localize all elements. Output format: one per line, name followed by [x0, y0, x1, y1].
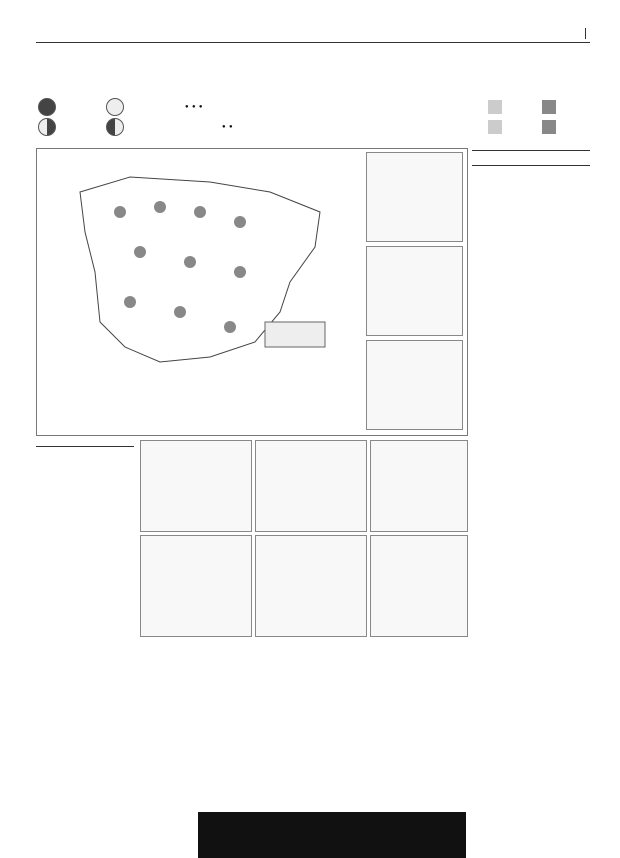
iberia-logo[interactable]: [420, 812, 466, 858]
header-left: [36, 30, 38, 39]
forecasts-column: [36, 446, 134, 453]
reservoirs-chart: [294, 662, 466, 762]
regional-maps: [140, 440, 466, 640]
sun-moon-times: [486, 98, 590, 138]
moonset-icon: [542, 120, 556, 134]
spain-map: [40, 152, 360, 382]
article: [140, 648, 290, 656]
moon-phases: [36, 96, 206, 136]
header-right: [581, 28, 590, 39]
sunrise-icon: [488, 100, 502, 114]
reservoirs: [294, 650, 466, 765]
forecasts-title: [36, 446, 134, 447]
temperatures: [472, 150, 590, 177]
page-header: [36, 30, 590, 43]
abroad-title: [472, 165, 590, 166]
sunset-icon: [488, 120, 502, 134]
minimap-sunday: [366, 152, 463, 242]
first-quarter-icon: [38, 118, 56, 136]
forecast-line-1: ● ● ●: [185, 104, 203, 110]
last-quarter-icon: [106, 118, 124, 136]
temps-title: [472, 150, 590, 151]
minimap-tuesday: [366, 340, 463, 430]
forecast-line-2: ● ●: [222, 124, 233, 130]
moonrise-icon: [542, 100, 556, 114]
new-moon-icon: [38, 98, 56, 116]
iberia-ad[interactable]: [198, 812, 420, 858]
minimap-monday: [366, 246, 463, 336]
full-moon-icon: [106, 98, 124, 116]
